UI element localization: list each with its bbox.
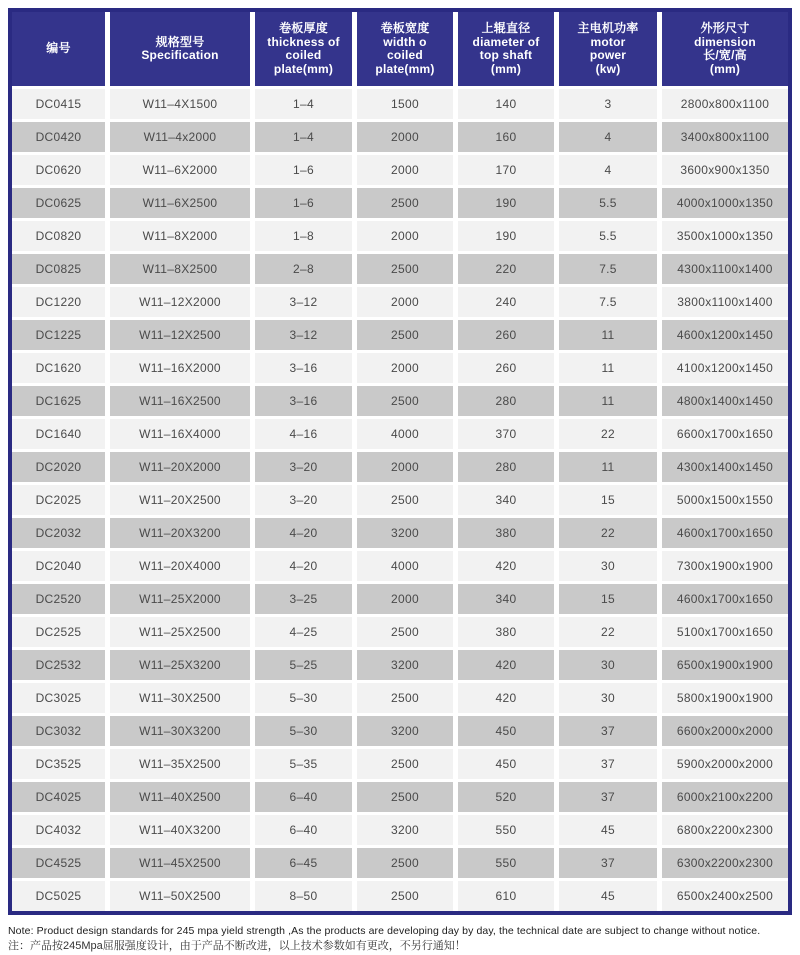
- table-cell-top-shaft-diameter: 610: [458, 881, 554, 911]
- table-cell-top-shaft-diameter: 340: [458, 485, 554, 515]
- table-cell-dimension: 4000x1000x1350: [662, 188, 788, 218]
- column-header-number: [12, 12, 105, 86]
- table-cell-plate-thickness: 1–6: [255, 155, 352, 185]
- column-header-dimension: [662, 12, 788, 86]
- table-cell-dimension: 6800x2200x2300: [662, 815, 788, 845]
- table-cell-specification: W11–4X1500: [110, 89, 250, 119]
- table-cell-dimension: 4800x1400x1450: [662, 386, 788, 416]
- table-cell-dimension: 6600x2000x2000: [662, 716, 788, 746]
- table-cell-specification: W11–6X2500: [110, 188, 250, 218]
- table-cell-dimension: 3800x1100x1400: [662, 287, 788, 317]
- table-cell-motor-power: 45: [559, 815, 657, 845]
- table-cell-motor-power: 11: [559, 353, 657, 383]
- table-grid: [12, 12, 788, 911]
- table-cell-plate-width: 4000: [357, 419, 453, 449]
- table-cell-motor-power: 45: [559, 881, 657, 911]
- table-cell-number: DC1640: [12, 419, 105, 449]
- table-cell-dimension: 4600x1700x1650: [662, 518, 788, 548]
- table-cell-top-shaft-diameter: 420: [458, 683, 554, 713]
- table-cell-plate-thickness: 3–12: [255, 320, 352, 350]
- table-cell-dimension: 2800x800x1100: [662, 89, 788, 119]
- column-header-line: 卷板宽度: [380, 21, 430, 35]
- table-cell-top-shaft-diameter: 550: [458, 815, 554, 845]
- table-cell-plate-width: 2500: [357, 749, 453, 779]
- table-cell-specification: W11–20X3200: [110, 518, 250, 548]
- specification-table: [8, 8, 792, 915]
- table-cell-specification: W11–25X2000: [110, 584, 250, 614]
- column-header-line: 规格型号: [155, 34, 205, 49]
- table-cell-number: DC3525: [12, 749, 105, 779]
- table-cell-number: DC0820: [12, 221, 105, 251]
- table-cell-top-shaft-diameter: 190: [458, 221, 554, 251]
- table-cell-plate-width: 2000: [357, 122, 453, 152]
- table-cell-motor-power: 5.5: [559, 188, 657, 218]
- table-cell-specification: W11–20X4000: [110, 551, 250, 581]
- column-header-specification: [110, 12, 250, 86]
- table-cell-plate-thickness: 5–25: [255, 650, 352, 680]
- table-cell-dimension: 3600x900x1350: [662, 155, 788, 185]
- table-cell-plate-thickness: 2–8: [255, 254, 352, 284]
- column-header-line: coiled: [387, 48, 423, 62]
- table-cell-specification: W11–20X2500: [110, 485, 250, 515]
- table-cell-number: DC2525: [12, 617, 105, 647]
- table-cell-plate-width: 2500: [357, 320, 453, 350]
- table-cell-dimension: 4100x1200x1450: [662, 353, 788, 383]
- table-cell-top-shaft-diameter: 160: [458, 122, 554, 152]
- table-cell-specification: W11–30X2500: [110, 683, 250, 713]
- table-cell-specification: W11–20X2000: [110, 452, 250, 482]
- table-cell-specification: W11–25X3200: [110, 650, 250, 680]
- table-cell-plate-thickness: 5–35: [255, 749, 352, 779]
- table-cell-plate-width: 2000: [357, 155, 453, 185]
- table-cell-number: DC4525: [12, 848, 105, 878]
- table-cell-specification: W11–4x2000: [110, 122, 250, 152]
- table-cell-motor-power: 30: [559, 551, 657, 581]
- table-cell-plate-width: 1500: [357, 89, 453, 119]
- table-cell-plate-thickness: 1–4: [255, 122, 352, 152]
- table-cell-motor-power: 7.5: [559, 254, 657, 284]
- table-cell-number: DC2520: [12, 584, 105, 614]
- table-cell-plate-thickness: 1–8: [255, 221, 352, 251]
- table-cell-motor-power: 37: [559, 749, 657, 779]
- table-cell-plate-thickness: 3–20: [255, 452, 352, 482]
- table-cell-motor-power: 15: [559, 584, 657, 614]
- table-cell-motor-power: 3: [559, 89, 657, 119]
- table-cell-plate-thickness: 3–16: [255, 353, 352, 383]
- column-header-line: plate(mm): [375, 61, 435, 76]
- table-cell-plate-thickness: 5–30: [255, 716, 352, 746]
- table-cell-motor-power: 22: [559, 518, 657, 548]
- table-cell-specification: W11–12X2000: [110, 287, 250, 317]
- note-chinese: 注：产品按245Mpa屈服强度设计，由于产品不断改进，以上技术参数如有更改，不另行通知！: [8, 940, 466, 952]
- table-cell-motor-power: 7.5: [559, 287, 657, 317]
- table-cell-dimension: 3400x800x1100: [662, 122, 788, 152]
- table-cell-plate-thickness: 6–40: [255, 782, 352, 812]
- table-cell-motor-power: 22: [559, 617, 657, 647]
- column-header-line: 长/宽/高: [703, 48, 747, 62]
- table-cell-plate-thickness: 6–45: [255, 848, 352, 878]
- table-cell-plate-width: 2500: [357, 848, 453, 878]
- table-cell-specification: W11–6X2000: [110, 155, 250, 185]
- table-cell-plate-thickness: 6–40: [255, 815, 352, 845]
- column-header-line: 卷板厚度: [279, 21, 328, 35]
- table-cell-plate-width: 3200: [357, 716, 453, 746]
- table-cell-number: DC2040: [12, 551, 105, 581]
- table-cell-number: DC2032: [12, 518, 105, 548]
- column-header-line: (mm): [709, 61, 741, 76]
- table-cell-plate-width: 2500: [357, 782, 453, 812]
- table-cell-dimension: 6500x2400x2500: [662, 881, 788, 911]
- table-cell-specification: W11–35X2500: [110, 749, 250, 779]
- column-header-line: Specification: [141, 48, 219, 62]
- table-cell-plate-width: 2000: [357, 221, 453, 251]
- table-cell-number: DC1620: [12, 353, 105, 383]
- table-cell-specification: W11–8X2500: [110, 254, 250, 284]
- column-header-line: 外形尺寸: [700, 21, 750, 35]
- table-cell-plate-width: 2500: [357, 188, 453, 218]
- table-cell-motor-power: 37: [559, 716, 657, 746]
- column-header-line: power: [589, 48, 627, 62]
- table-cell-top-shaft-diameter: 370: [458, 419, 554, 449]
- table-cell-dimension: 4300x1100x1400: [662, 254, 788, 284]
- table-cell-plate-thickness: 4–20: [255, 551, 352, 581]
- table-cell-dimension: 7300x1900x1900: [662, 551, 788, 581]
- table-cell-plate-thickness: 4–25: [255, 617, 352, 647]
- column-header-line: thickness of: [267, 34, 340, 49]
- column-header-line: diameter of: [472, 34, 540, 49]
- table-cell-dimension: 6000x2100x2200: [662, 782, 788, 812]
- table-cell-plate-thickness: 5–30: [255, 683, 352, 713]
- table-cell-motor-power: 4: [559, 122, 657, 152]
- table-cell-specification: W11–50X2500: [110, 881, 250, 911]
- table-cell-top-shaft-diameter: 450: [458, 716, 554, 746]
- column-header-top-shaft-diameter: [458, 12, 554, 86]
- table-cell-plate-thickness: 1–4: [255, 89, 352, 119]
- table-cell-number: DC4025: [12, 782, 105, 812]
- table-cell-number: DC0625: [12, 188, 105, 218]
- table-cell-number: DC5025: [12, 881, 105, 911]
- column-header-line: motor: [590, 34, 626, 49]
- table-cell-plate-width: 2000: [357, 353, 453, 383]
- table-cell-dimension: 5000x1500x1550: [662, 485, 788, 515]
- table-cell-plate-width: 4000: [357, 551, 453, 581]
- footer-notes: [8, 924, 792, 954]
- table-cell-plate-thickness: 8–50: [255, 881, 352, 911]
- table-cell-plate-width: 2500: [357, 683, 453, 713]
- column-header-plate-thickness: [255, 12, 352, 86]
- column-header-motor-power: [559, 12, 657, 86]
- table-cell-dimension: 6600x1700x1650: [662, 419, 788, 449]
- table-cell-top-shaft-diameter: 170: [458, 155, 554, 185]
- table-cell-number: DC0620: [12, 155, 105, 185]
- column-header-line: 编号: [46, 41, 71, 56]
- table-cell-top-shaft-diameter: 550: [458, 848, 554, 878]
- table-cell-top-shaft-diameter: 420: [458, 650, 554, 680]
- table-cell-motor-power: 30: [559, 683, 657, 713]
- table-cell-plate-width: 2500: [357, 254, 453, 284]
- table-cell-top-shaft-diameter: 520: [458, 782, 554, 812]
- table-cell-number: DC0415: [12, 89, 105, 119]
- table-cell-specification: W11–16X4000: [110, 419, 250, 449]
- table-cell-dimension: 4600x1700x1650: [662, 584, 788, 614]
- table-cell-dimension: 4300x1400x1450: [662, 452, 788, 482]
- table-cell-motor-power: 30: [559, 650, 657, 680]
- table-cell-number: DC3025: [12, 683, 105, 713]
- table-cell-dimension: 5100x1700x1650: [662, 617, 788, 647]
- table-cell-number: DC0825: [12, 254, 105, 284]
- column-header-line: (mm): [490, 61, 522, 76]
- table-cell-plate-thickness: 1–6: [255, 188, 352, 218]
- table-cell-number: DC2020: [12, 452, 105, 482]
- table-cell-top-shaft-diameter: 260: [458, 320, 554, 350]
- table-cell-plate-width: 2500: [357, 386, 453, 416]
- table-cell-plate-thickness: 3–25: [255, 584, 352, 614]
- column-header-line: dimension: [694, 34, 756, 49]
- table-cell-specification: W11–25X2500: [110, 617, 250, 647]
- table-cell-plate-thickness: 4–20: [255, 518, 352, 548]
- table-cell-top-shaft-diameter: 380: [458, 518, 554, 548]
- table-cell-top-shaft-diameter: 190: [458, 188, 554, 218]
- table-cell-plate-width: 2500: [357, 485, 453, 515]
- table-cell-plate-width: 2000: [357, 287, 453, 317]
- table-cell-motor-power: 11: [559, 320, 657, 350]
- table-cell-specification: W11–40X3200: [110, 815, 250, 845]
- table-cell-dimension: 6300x2200x2300: [662, 848, 788, 878]
- table-cell-top-shaft-diameter: 420: [458, 551, 554, 581]
- table-cell-number: DC2025: [12, 485, 105, 515]
- table-cell-specification: W11–40X2500: [110, 782, 250, 812]
- column-header-line: 主电机功率: [577, 21, 639, 35]
- column-header-line: plate(mm): [273, 61, 334, 76]
- table-cell-specification: W11–8X2000: [110, 221, 250, 251]
- table-cell-plate-width: 2500: [357, 881, 453, 911]
- table-cell-specification: W11–12X2500: [110, 320, 250, 350]
- table-cell-number: DC4032: [12, 815, 105, 845]
- table-cell-plate-thickness: 3–20: [255, 485, 352, 515]
- column-header-line: 上辊直径: [481, 21, 531, 35]
- column-header-line: (kw): [595, 61, 621, 76]
- table-cell-top-shaft-diameter: 340: [458, 584, 554, 614]
- table-cell-top-shaft-diameter: 240: [458, 287, 554, 317]
- table-cell-motor-power: 22: [559, 419, 657, 449]
- table-cell-plate-thickness: 3–12: [255, 287, 352, 317]
- table-cell-plate-width: 3200: [357, 815, 453, 845]
- table-cell-specification: W11–30X3200: [110, 716, 250, 746]
- table-cell-motor-power: 37: [559, 848, 657, 878]
- column-header-line: top shaft: [479, 48, 533, 62]
- table-cell-motor-power: 37: [559, 782, 657, 812]
- table-cell-number: DC1225: [12, 320, 105, 350]
- table-cell-plate-width: 2000: [357, 584, 453, 614]
- table-cell-plate-thickness: 3–16: [255, 386, 352, 416]
- table-cell-top-shaft-diameter: 220: [458, 254, 554, 284]
- table-cell-motor-power: 11: [559, 452, 657, 482]
- table-cell-motor-power: 11: [559, 386, 657, 416]
- table-cell-dimension: 6500x1900x1900: [662, 650, 788, 680]
- column-header-line: coiled: [285, 48, 322, 62]
- table-cell-plate-width: 2000: [357, 452, 453, 482]
- table-cell-dimension: 5900x2000x2000: [662, 749, 788, 779]
- table-cell-top-shaft-diameter: 280: [458, 386, 554, 416]
- table-cell-plate-thickness: 4–16: [255, 419, 352, 449]
- table-cell-specification: W11–45X2500: [110, 848, 250, 878]
- table-cell-specification: W11–16X2500: [110, 386, 250, 416]
- table-cell-top-shaft-diameter: 280: [458, 452, 554, 482]
- table-cell-top-shaft-diameter: 260: [458, 353, 554, 383]
- table-cell-motor-power: 5.5: [559, 221, 657, 251]
- table-cell-dimension: 4600x1200x1450: [662, 320, 788, 350]
- table-cell-number: DC1625: [12, 386, 105, 416]
- table-cell-number: DC3032: [12, 716, 105, 746]
- table-cell-plate-width: 3200: [357, 650, 453, 680]
- table-cell-dimension: 5800x1900x1900: [662, 683, 788, 713]
- table-cell-top-shaft-diameter: 380: [458, 617, 554, 647]
- column-header-line: width o: [383, 34, 427, 49]
- table-cell-specification: W11–16X2000: [110, 353, 250, 383]
- table-cell-top-shaft-diameter: 450: [458, 749, 554, 779]
- note-english: Note: Product design standards for 245 mpa yield strength ,As the products are developing day by day, the technical date are subject to change without notice.: [8, 925, 761, 937]
- table-cell-motor-power: 15: [559, 485, 657, 515]
- table-cell-plate-width: 2500: [357, 617, 453, 647]
- table-cell-dimension: 3500x1000x1350: [662, 221, 788, 251]
- table-cell-motor-power: 4: [559, 155, 657, 185]
- table-cell-plate-width: 3200: [357, 518, 453, 548]
- column-header-plate-width: [357, 12, 453, 86]
- table-cell-top-shaft-diameter: 140: [458, 89, 554, 119]
- table-cell-number: DC2532: [12, 650, 105, 680]
- table-cell-number: DC1220: [12, 287, 105, 317]
- table-cell-number: DC0420: [12, 122, 105, 152]
